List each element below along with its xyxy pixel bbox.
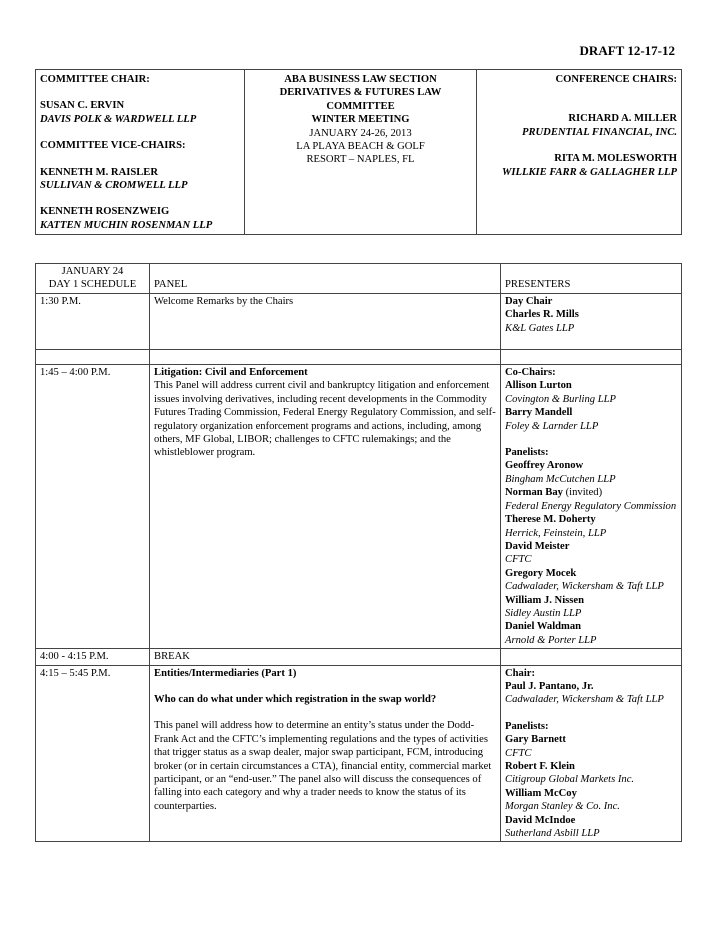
panelist-name <box>505 486 677 499</box>
entities-presenters <box>501 665 682 842</box>
schedule-table <box>35 263 682 842</box>
schedule-date: JANUARY 24 <box>61 266 124 277</box>
panelist-firm: Cadwalader, Wickersham & Taft LLP <box>505 581 664 593</box>
panelist-name-text: Therese M. Doherty <box>505 514 596 526</box>
entities-description: This panel will address how to determine an entity’s status under the Dodd-Frank Act and the CFTC’s implementing regulations and the types of activities that trigger status as a swap dealer, major swap participant, FCM, introducing broker (or in certain circumstances a CTA), financial entity, commercial market participant, or an “end-user.” The panel also will discuss the consequences of falling into each category and why a trader needs to know the status of its counterparties. <box>154 720 492 812</box>
cochair-firm: Foley & Larnder LLP <box>505 420 599 432</box>
welcome-panel: Welcome Remarks by the Chairs <box>150 293 501 349</box>
panelist-name-text: Norman Bay <box>505 487 563 499</box>
panelist-firm: CFTC <box>505 554 532 566</box>
vice-chairs-label: COMMITTEE VICE-CHAIRS: <box>40 140 186 152</box>
break-time: 4:00 - 4:15 P.M. <box>36 649 150 665</box>
draft-label: DRAFT 12-17-12 <box>579 43 675 58</box>
entities-chair-firm: Cadwalader, Wickersham & Taft LLP <box>505 694 664 706</box>
schedule-date-cell <box>36 264 150 294</box>
litigation-time: 1:45 – 4:00 P.M. <box>36 365 150 649</box>
vice-chair-2-name: KENNETH ROSENZWEIG <box>40 206 170 218</box>
break-label: BREAK <box>150 649 501 665</box>
panelist-note: (invited) <box>562 487 603 499</box>
litigation-title: Litigation: Civil and Enforcement <box>154 367 308 379</box>
entities-panelist-firm: Morgan Stanley & Co. Inc. <box>505 801 620 813</box>
committee-chairs-cell <box>36 70 245 235</box>
spacer-row <box>36 350 682 365</box>
panelist-name <box>505 540 677 553</box>
day-chair-label: Day Chair <box>505 295 553 307</box>
panelist-name <box>505 459 677 472</box>
section-name: ABA BUSINESS LAW SECTION <box>284 74 437 85</box>
committee-chair-name: SUSAN C. ERVIN <box>40 100 125 112</box>
entities-panelists-label: Panelists: <box>505 720 549 732</box>
meeting-name: WINTER MEETING <box>311 114 410 126</box>
entities-question: Who can do what under which registration in the swap world? <box>154 693 437 705</box>
entities-title: Entities/Intermediaries (Part 1) <box>154 667 297 679</box>
panelist-firm: Herrick, Feinstein, LLP <box>505 527 607 539</box>
conference-chair-1-name: RICHARD A. MILLER <box>568 113 677 125</box>
entities-chair-label: Chair: <box>505 667 536 679</box>
panelist-name <box>505 567 677 580</box>
cochair-name-text: Allison Lurton <box>505 380 572 392</box>
entities-panelist-name <box>505 760 677 773</box>
panelist-name <box>505 620 677 633</box>
cochair-firm: Covington & Burling LLP <box>505 393 616 405</box>
litigation-panel <box>150 365 501 649</box>
meeting-venue-line2: RESORT – NAPLES, FL <box>306 154 415 166</box>
cochair-name-text: Barry Mandell <box>505 407 573 419</box>
conference-chairs-cell <box>477 70 682 235</box>
cochair-name <box>505 406 677 419</box>
meeting-dates: JANUARY 24-26, 2013 <box>309 127 412 139</box>
vice-chair-2-firm: KATTEN MUCHIN ROSENMAN LLP <box>40 219 213 231</box>
entities-panelist-firm: Sutherland Asbill LLP <box>505 828 600 840</box>
entities-panelist-name-text: Gary Barnett <box>505 734 566 746</box>
schedule-header-row <box>36 264 682 294</box>
committee-name-line1: DERIVATIVES & FUTURES LAW <box>279 87 442 99</box>
panelists-list <box>505 459 677 647</box>
entities-panelist-name <box>505 814 677 827</box>
panelists-label: Panelists: <box>505 447 549 459</box>
panelist-name <box>505 594 677 607</box>
panelist-name-text: William J. Nissen <box>505 594 584 606</box>
break-presenters <box>501 649 682 665</box>
panelist-firm: Sidley Austin LLP <box>505 607 582 619</box>
entities-panelist-firm: Citigroup Global Markets Inc. <box>505 774 635 786</box>
welcome-presenters <box>501 293 682 349</box>
panelist-name-text: Geoffrey Aronow <box>505 460 584 472</box>
vice-chair-1-name: KENNETH M. RAISLER <box>40 166 159 178</box>
break-row <box>36 649 682 665</box>
panelist-firm: Federal Energy Regulatory Commission <box>505 500 677 512</box>
litigation-presenters <box>501 365 682 649</box>
entities-time: 4:15 – 5:45 P.M. <box>36 665 150 842</box>
cochairs-label: Co-Chairs: <box>505 367 556 379</box>
schedule-day: DAY 1 SCHEDULE <box>48 279 137 291</box>
committee-header-table <box>35 69 682 235</box>
entities-panelist-name <box>505 733 677 746</box>
litigation-row <box>36 365 682 649</box>
day-chair-name: Charles R. Mills <box>505 309 579 321</box>
panelist-firm: Arnold & Porter LLP <box>505 634 597 646</box>
vice-chair-1-firm: SULLIVAN & CROMWELL LLP <box>40 180 188 192</box>
conference-chair-1-firm: PRUDENTIAL FINANCIAL, INC. <box>521 126 677 138</box>
conference-chairs-label: CONFERENCE CHAIRS: <box>555 74 677 85</box>
entities-panelist-name-text: Robert F. Klein <box>505 761 575 772</box>
entities-panelist-name-text: William McCoy <box>505 787 577 799</box>
entities-panelists-list <box>505 733 677 840</box>
cochair-name <box>505 379 677 392</box>
conference-chair-2-name: RITA M. MOLESWORTH <box>554 153 677 165</box>
entities-panelist-name <box>505 787 677 800</box>
committee-name-line2: COMMITTEE <box>326 100 395 112</box>
presenters-column-header: PRESENTERS <box>501 264 682 294</box>
entities-panel <box>150 665 501 842</box>
meeting-venue-line1: LA PLAYA BEACH & GOLF <box>296 141 425 153</box>
panelist-name-text: Gregory Mocek <box>505 567 577 579</box>
entities-chair-name: Paul J. Pantano, Jr. <box>505 680 594 692</box>
litigation-description: This Panel will address current civil and bankruptcy litigation and enforcement issues involving derivatives, including recent developments in the Commodity Futures Trading Commission, Federal Energy Regulatory Commission, and self-regulatory organization enforcement programs and actions, including, among others, MF Global, LIBOR; challenges to CFTC rulemakings; and the whistleblower program. <box>154 380 496 459</box>
welcome-time: 1:30 P.M. <box>36 293 150 349</box>
committee-chair-firm: DAVIS POLK & WARDWELL LLP <box>40 113 197 125</box>
meeting-info-cell <box>245 70 477 235</box>
day-chair-firm: K&L Gates LLP <box>505 322 575 334</box>
entities-row <box>36 665 682 842</box>
welcome-row <box>36 293 682 349</box>
cochairs-list <box>505 379 677 433</box>
entities-panelist-firm: CFTC <box>505 747 532 759</box>
panelist-name-text: Daniel Waldman <box>505 621 582 633</box>
panel-column-header: PANEL <box>150 264 501 294</box>
panelist-firm: Bingham McCutchen LLP <box>505 473 616 485</box>
panelist-name <box>505 513 677 526</box>
committee-chair-label: COMMITTEE CHAIR: <box>40 74 150 85</box>
conference-chair-2-firm: WILLKIE FARR & GALLAGHER LLP <box>501 166 677 178</box>
panelist-name-text: David Meister <box>505 540 570 552</box>
entities-panelist-name-text: David McIndoe <box>505 814 576 826</box>
